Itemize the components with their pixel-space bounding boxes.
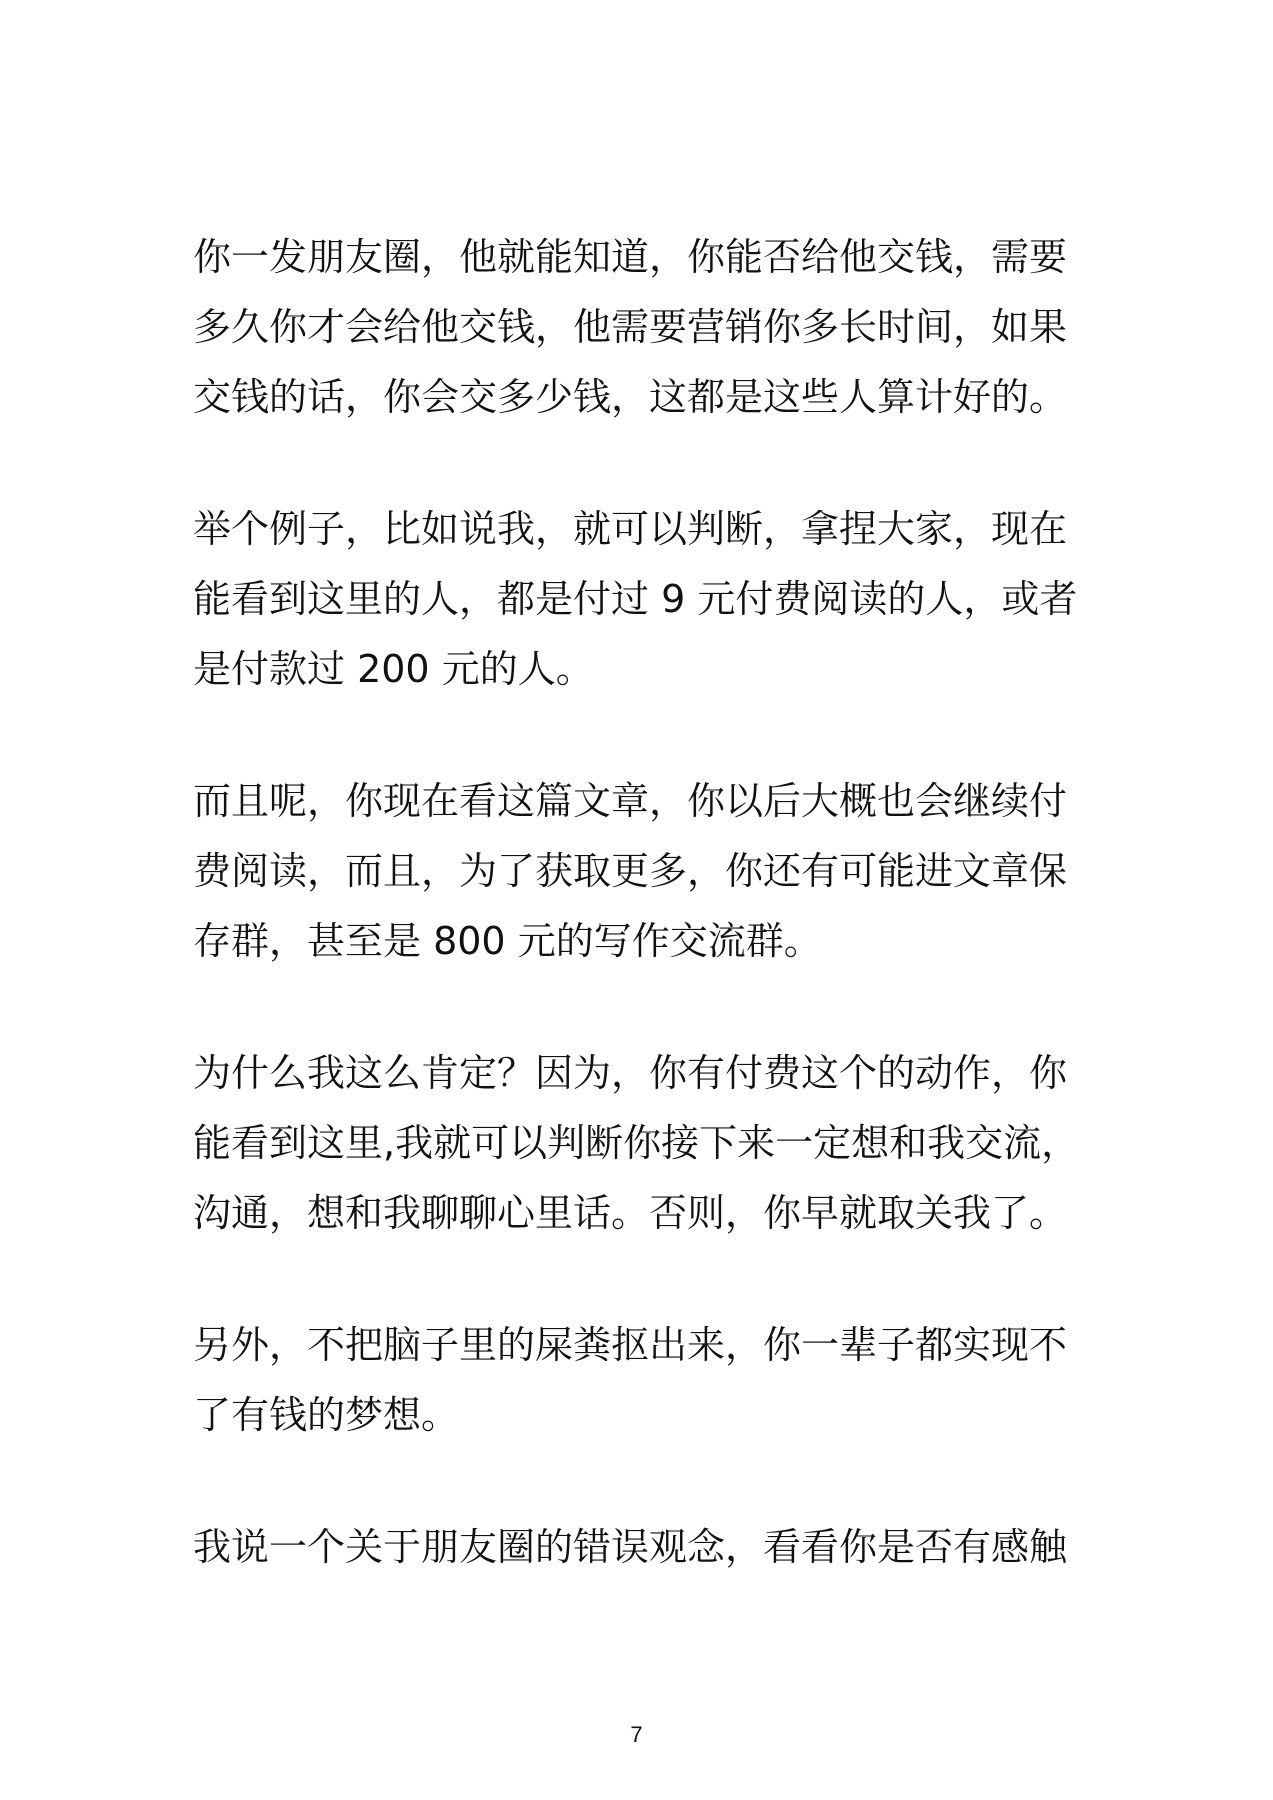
text-line: 了有钱的梦想。 (193, 1393, 460, 1437)
page-number: 7 (630, 1722, 643, 1747)
paragraph-4 (193, 1038, 1093, 1248)
body-text (193, 222, 1093, 1644)
text-line: 能看到这里,我就可以判断你接下来一定想和我交流， (193, 1121, 1080, 1165)
text-line: 交钱的话，你会交多少钱，这都是这些人算计好的。 (193, 375, 1068, 419)
paragraph-6 (193, 1512, 1093, 1582)
text-line: 你一发朋友圈，他就能知道，你能否给他交钱，需要 (193, 235, 1068, 279)
text-line: 我说一个关于朋友圈的错误观念，看看你是否有感触 (193, 1525, 1068, 1569)
text-line: 多久你才会给他交钱，他需要营销你多长时间，如果 (193, 305, 1068, 349)
text-line: 举个例子，比如说我，就可以判断，拿捏大家，现在 (193, 507, 1068, 551)
text-line: 能看到这里的人，都是付过 9 元付费阅读的人，或者 (193, 577, 1078, 621)
text-line: 沟通，想和我聊聊心里话。否则，你早就取关我了。 (193, 1191, 1068, 1235)
text-line: 另外，不把脑子里的屎粪抠出来，你一辈子都实现不 (193, 1323, 1068, 1367)
paragraph-2 (193, 494, 1093, 704)
text-line: 而且呢，你现在看这篇文章，你以后大概也会继续付 (193, 779, 1068, 823)
text-line: 存群，甚至是 800 元的写作交流群。 (193, 919, 822, 963)
paragraph-3 (193, 766, 1093, 976)
paragraph-1 (193, 222, 1093, 432)
text-line: 为什么我这么肯定？因为，你有付费这个的动作，你 (193, 1051, 1068, 1095)
text-line: 费阅读，而且，为了获取更多，你还有可能进文章保 (193, 849, 1068, 893)
text-line: 是付款过 200 元的人。 (193, 647, 594, 691)
paragraph-5 (193, 1310, 1093, 1450)
